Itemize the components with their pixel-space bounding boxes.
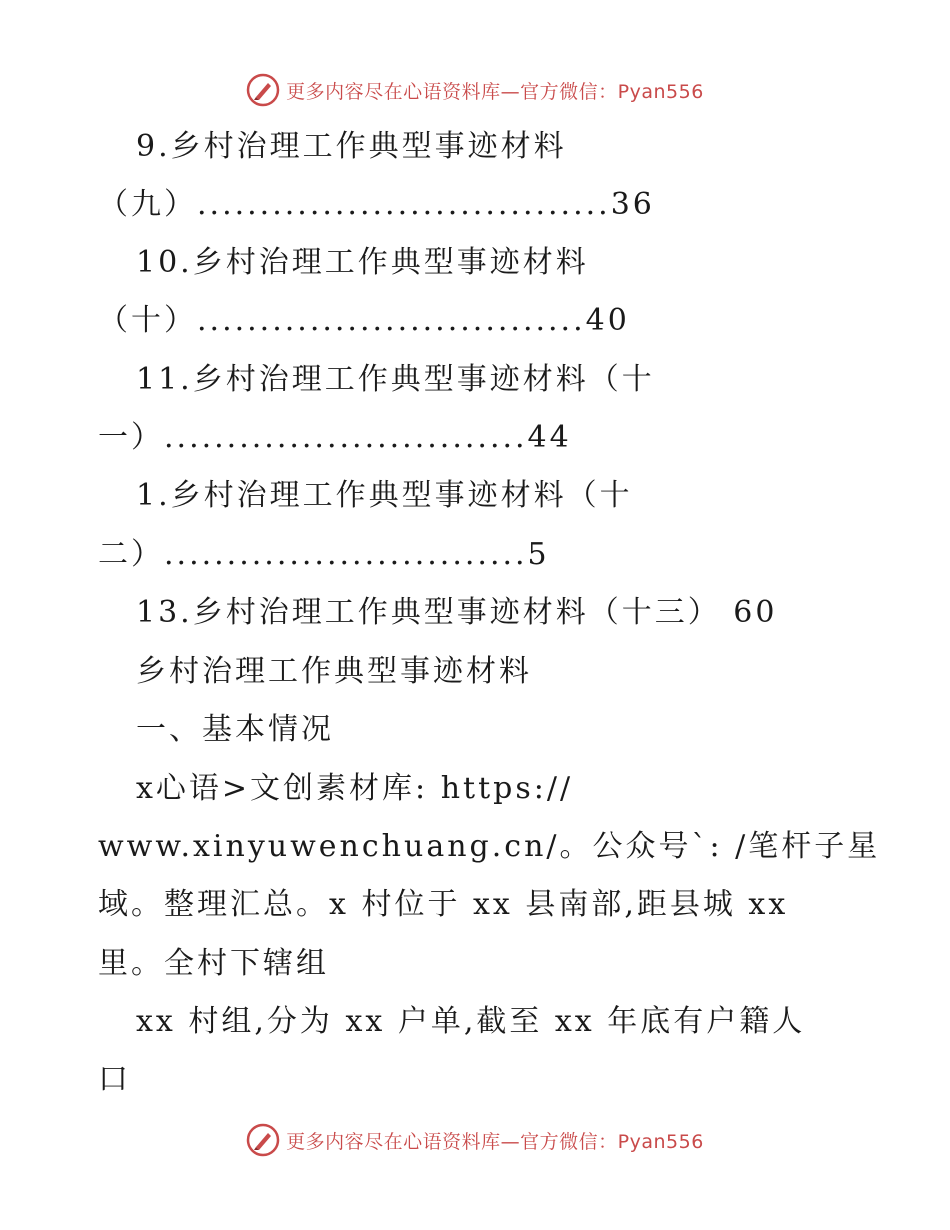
section-heading: 一、基本情况	[136, 712, 334, 747]
paragraph-line: x心语>文创素材库: https://	[136, 771, 574, 806]
paragraph-line: www.xinyuwenchuang.cn/。公众号`: /笔杆子星	[98, 829, 881, 864]
toc-entry-9-title: 9.乡村治理工作典型事迹材料	[136, 129, 567, 164]
toc-entry-10-title: 10.乡村治理工作典型事迹材料	[136, 245, 589, 280]
pen-logo-icon	[246, 1123, 280, 1157]
toc-entry-12-title: 1.乡村治理工作典型事迹材料（十	[136, 478, 633, 513]
toc-entry-12-page: 二）.............................5	[98, 537, 550, 572]
paragraph-line: 里。全村下辖组	[98, 946, 329, 981]
paragraph-line: xx 村组,分为 xx 户单,截至 xx 年底有户籍人	[136, 1004, 806, 1039]
document-title: 乡村治理工作典型事迹材料	[136, 654, 532, 689]
toc-entry-11-title: 11.乡村治理工作典型事迹材料（十	[136, 362, 655, 397]
paragraph-line: 域。整理汇总。x 村位于 xx 县南部,距县城 xx	[98, 887, 789, 922]
watermark-banner-bottom	[0, 1120, 950, 1160]
toc-entry-9-page: （九）.................................36	[98, 187, 655, 222]
toc-entry-11-page: 一）.............................44	[98, 420, 572, 455]
watermark-text: 更多内容尽在心语资料库—官方微信：Pyan556	[286, 80, 704, 103]
watermark-text: 更多内容尽在心语资料库—官方微信：Pyan556	[286, 1130, 704, 1153]
paragraph-line: 口	[98, 1062, 131, 1097]
toc-entry-13: 13.乡村治理工作典型事迹材料（十三） 60	[136, 595, 778, 630]
toc-entry-10-page: （十）...............................40	[98, 303, 630, 338]
